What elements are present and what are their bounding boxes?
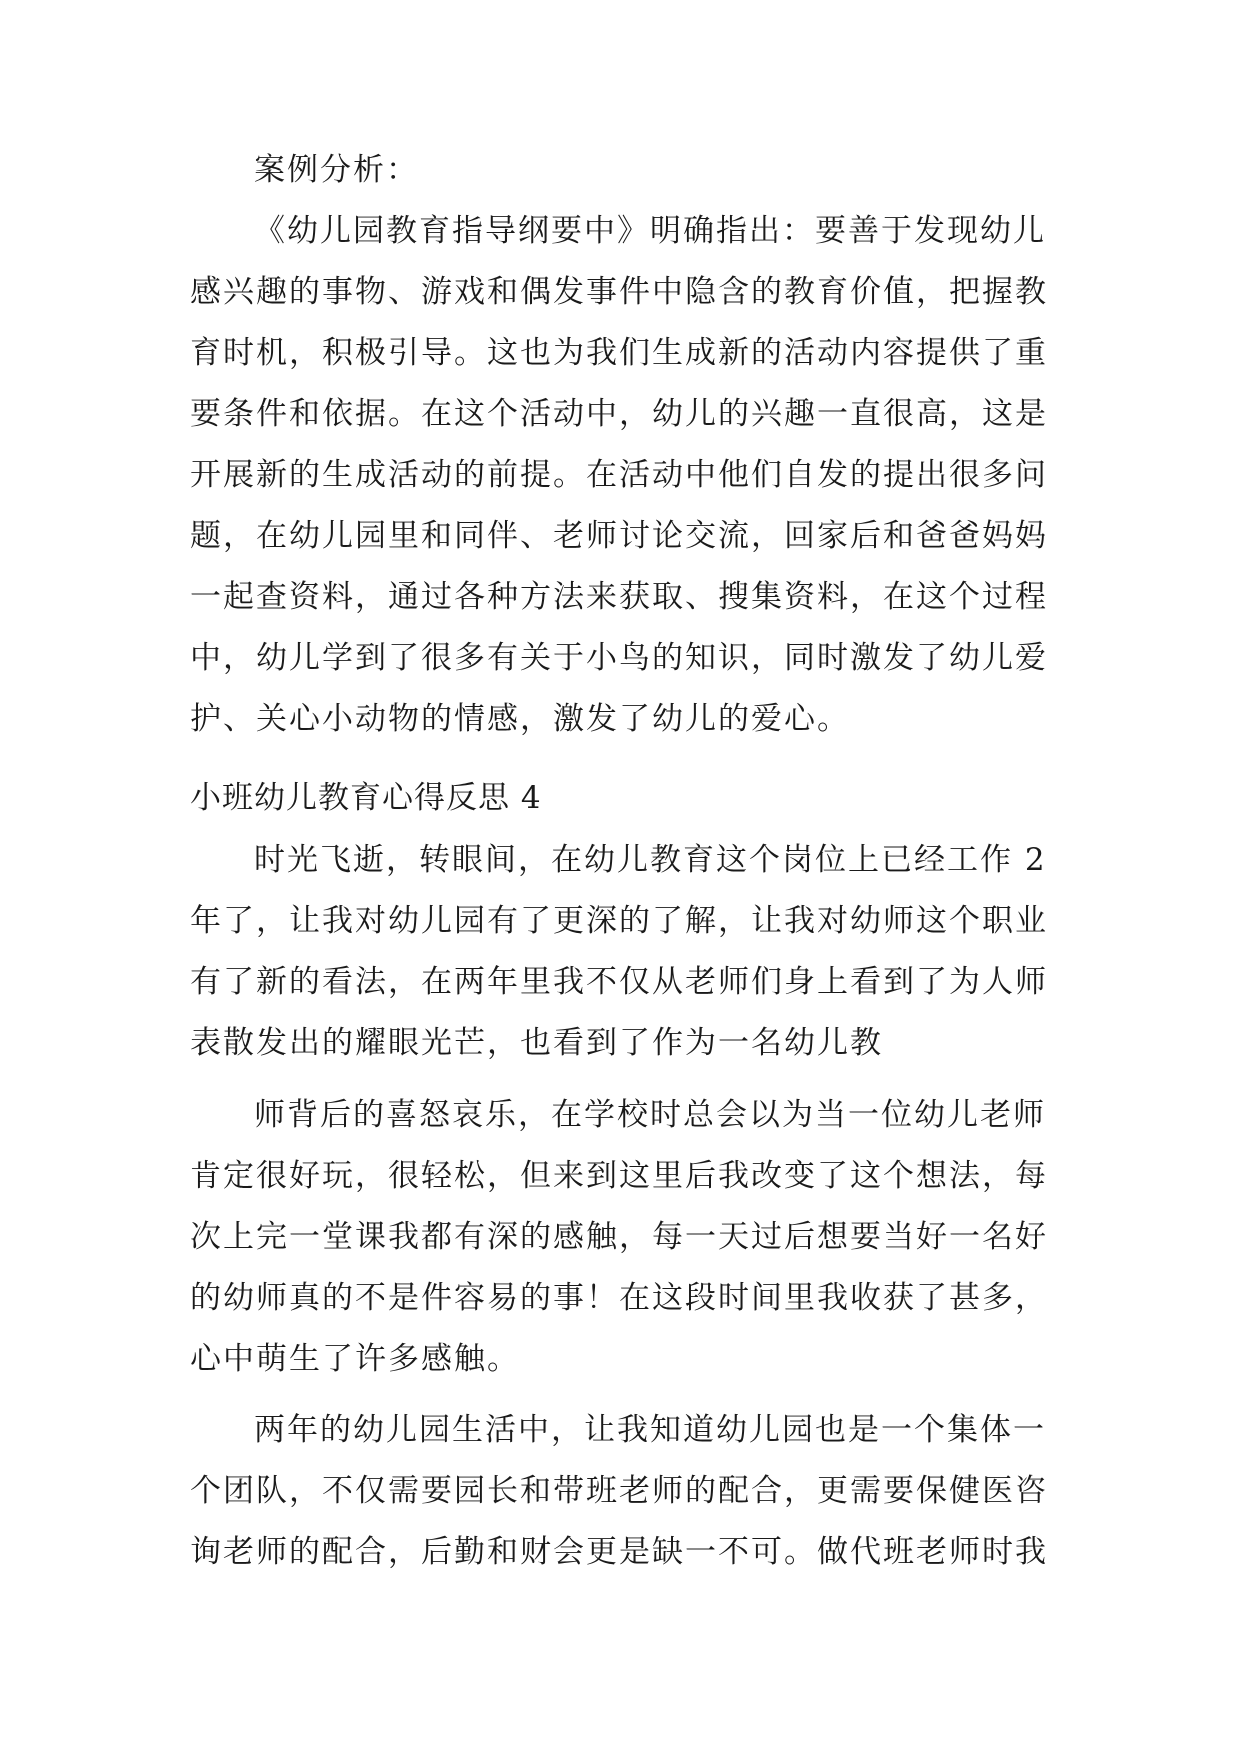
- section-label-case-analysis: 案例分析：: [254, 152, 419, 188]
- body-paragraph-3: 两年的幼儿园生活中，让我知道幼儿园也是一个集体一个团队，不仅需要园长和带班老师的配合，更需要保健医咨询老师的配合，后勤和财会更是缺一不可。做代班老师时我: [190, 1412, 1048, 1570]
- case-analysis-paragraph: 《幼儿园教育指导纲要中》明确指出：要善于发现幼儿感兴趣的事物、游戏和偶发事件中隐含的教育价值，把握教育时机，积极引导。这也为我们生成新的活动内容提供了重要条件和依据。在这个活动中，幼儿的兴趣一直很高，这是开展新的生成活动的前提。在活动中他们自发的提出很多问题，在幼儿园里和同伴、老师讨论交流，回家后和爸爸妈妈一起查资料，通过各种方法来获取、搜集资料，在这个过程中，幼儿学到了很多有关于小鸟的知识，同时激发了幼儿爱护、关心小动物的情感，激发了幼儿的爱心。: [190, 213, 1048, 737]
- body-paragraph-1: 时光飞逝，转眼间，在幼儿教育这个岗位上已经工作 2 年了，让我对幼儿园有了更深的了解，让我对幼师这个职业有了新的看法，在两年里我不仅从老师们身上看到了为人师表散发出的耀眼光芒，也看到了作为一名幼儿教: [190, 842, 1048, 1061]
- section-title: 小班幼儿教育心得反思 4: [190, 780, 542, 816]
- body-paragraph-2: 师背后的喜怒哀乐，在学校时总会以为当一位幼儿老师肯定很好玩，很轻松，但来到这里后我改变了这个想法，每次上完一堂课我都有深的感触，每一天过后想要当好一名好的幼师真的不是件容易的事！在这段时间里我收获了甚多，心中萌生了许多感触。: [190, 1097, 1048, 1377]
